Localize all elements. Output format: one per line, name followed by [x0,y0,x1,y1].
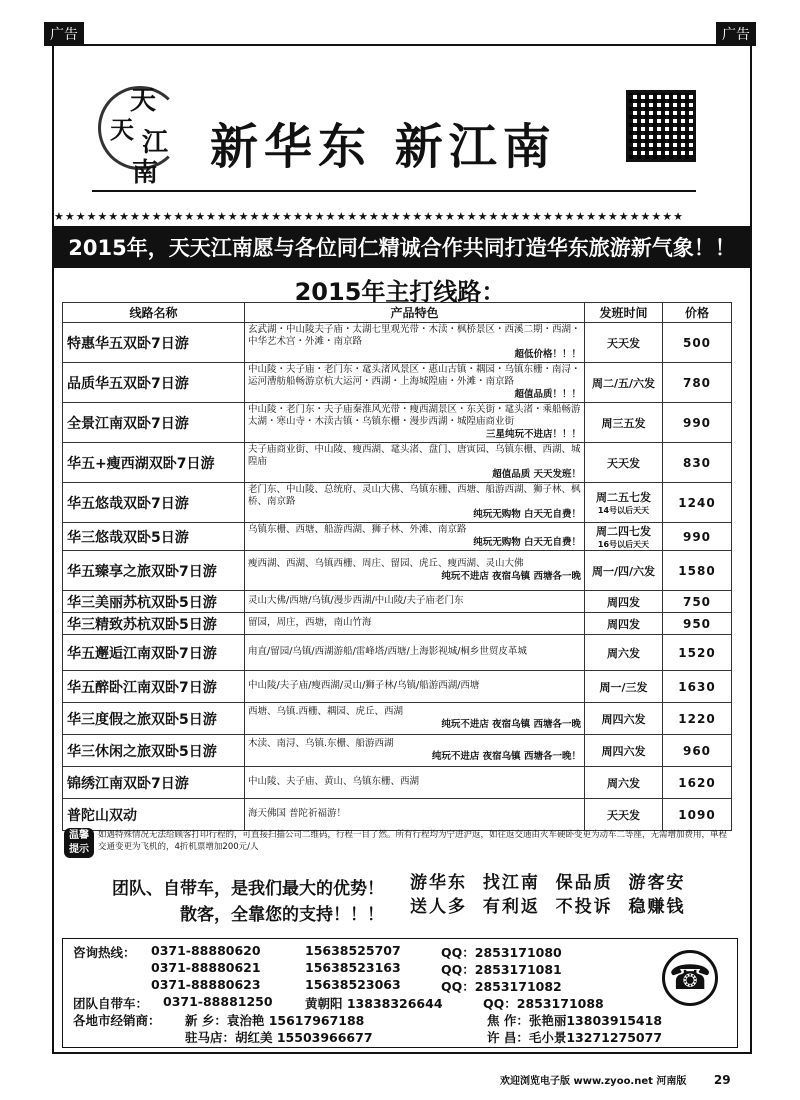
route-name: 华五醉卧江南双卧7日游 [63,671,245,703]
route-features [245,703,585,735]
hotline-qq-2[interactable]: QQ：2853171081 [441,962,562,977]
tip-icon [64,828,94,858]
route-features [245,323,585,363]
table-row [63,735,732,767]
table-row [63,551,732,591]
qr-code-icon[interactable] [626,90,696,162]
route-departure-text: 周二/五/六发 [591,376,656,390]
route-note: 纯玩不进店 夜宿乌镇 西塘各一晚 [441,570,581,582]
dealer-row-1 [73,1011,727,1028]
dealer-label: 各地市经销商： [73,1013,161,1028]
route-departure [585,671,663,703]
route-feature-text: 夫子庙商业街、中山陵、瘦西湖、鼋头渚、盘门、唐寅园、乌镇东栅、西湖、城隍庙 [248,444,581,468]
route-name: 华五臻享之旅双卧7日游 [63,551,245,591]
route-departure-text: 周一/四/六发 [591,564,656,578]
route-feature-text: 留园，周庄，西塘，南山竹海 [248,617,372,629]
route-departure [585,363,663,403]
header-price: 价格 [663,303,732,323]
route-name: 普陀山双动 [63,799,245,831]
route-price: 830 [663,443,732,483]
route-name: 华三度假之旅双卧5日游 [63,703,245,735]
route-departure [585,635,663,671]
route-departure-text: 周六发 [607,776,640,790]
route-features [245,635,585,671]
route-feature-text: 灵山大佛/西塘/乌镇/漫步西湖/中山陵/夫子庙老门东 [248,595,464,607]
team-qq[interactable]: QQ：2853171088 [483,996,604,1011]
route-name: 特惠华五双卧7日游 [63,323,245,363]
contact-row-3 [73,977,727,994]
route-departure-text: 周六发 [607,646,640,660]
logo-char-1: 天 [130,86,157,116]
route-departure [585,551,663,591]
header-features: 产品特色 [245,303,585,323]
route-note: 纯玩无购物 白天无自费！ [473,508,581,520]
route-departure-text: 天天发 [607,336,640,350]
route-price: 1580 [663,551,732,591]
route-price: 990 [663,523,732,551]
table-row [63,403,732,443]
page-number: 29 [713,1073,731,1087]
route-name: 华五+瘦西湖双卧7日游 [63,443,245,483]
route-departure-text: 周三五发 [601,416,646,430]
route-departure [585,613,663,635]
route-departure [585,443,663,483]
route-price: 1620 [663,767,732,799]
route-features [245,799,585,831]
contact-row-1 [73,943,727,960]
route-price: 500 [663,323,732,363]
route-name: 华三美丽苏杭双卧5日游 [63,591,245,613]
route-name: 华三休闲之旅双卧5日游 [63,735,245,767]
tip-icon-line1: 温馨 [69,830,89,841]
table-row [63,323,732,363]
footer-edition: 河南版 [656,1076,687,1087]
route-name: 品质华五双卧7日游 [63,363,245,403]
slogan-left [84,876,384,928]
route-feature-text: 玄武湖・中山陵夫子庙・太湖七里观光带・木渎・枫桥景区・西溪二期・西湖・中华艺术宫・外滩・南京路 [248,324,581,348]
route-departure-text: 天天发 [607,808,640,822]
table-row [63,671,732,703]
routes-table [62,302,732,831]
dealer-xinxiang: 新 乡：袁治艳 15617967188 [185,1013,365,1028]
tip-icon-line2: 提示 [69,844,89,855]
hotline-mobile-3[interactable]: 15638523063 [305,977,401,992]
tip-text: 如遇特殊情况无法给顾客打印行程的，可直接扫描公司二维码，行程一目了然。所有行程均为宁进沪返，如往返交通由火车硬卧变更为动车二等座，无需增加费用，单程交通变更为飞机的，4折机票增加200元/人 [98,830,728,852]
route-features [245,735,585,767]
route-name: 华三精致苏杭双卧5日游 [63,613,245,635]
route-departure-text: 周二五七发 [596,491,651,505]
page-footer [500,1072,731,1087]
logo-char-3: 江 [142,128,169,158]
hotline-phone-2[interactable]: 0371-88880621 [151,960,261,975]
route-departure-text: 周一/三发 [599,680,648,694]
route-name: 华三悠哉双卧5日游 [63,523,245,551]
route-feature-text: 老门东、中山陵、总统府、灵山大佛、乌镇东栅、西塘、船游西湖、狮子林、枫桥、南京路 [248,484,581,508]
route-feature-text: 乌镇东栅、西塘、船游西湖、狮子林、外滩、南京路 [248,524,467,536]
routes-title: 2015年主打线路： [294,278,506,306]
table-row [63,443,732,483]
route-note: 超低价格！！！ [514,348,581,360]
table-row [63,799,732,831]
route-price: 990 [663,403,732,443]
team-label: 团队自带车： [73,996,149,1011]
route-departure [585,591,663,613]
route-feature-text: 甪直/留园/乌镇/西湖游船/雷峰塔/西塘/上海影视城/桐乡世贸皮革城 [248,646,527,658]
team-row [73,994,727,1011]
route-departure-text: 周四六发 [601,712,646,726]
route-features [245,551,585,591]
ad-label-right: 广告 [716,22,756,46]
route-note: 三星纯玩不进店！！！ [485,428,581,440]
route-features [245,403,585,443]
route-departure [585,403,663,443]
route-departure-sub: 14号以后天天 [597,506,650,516]
hotline-mobile-2[interactable]: 15638523163 [305,960,401,975]
slogan-right-line1: 游华东 找江南 保品质 游客安 [410,873,686,893]
route-features [245,767,585,799]
table-row [63,703,732,735]
route-price: 960 [663,735,732,767]
route-price: 1090 [663,799,732,831]
phone-icon: ☎ [662,950,718,1006]
route-departure-text: 周四六发 [601,744,646,758]
dealer-zhumadian: 驻马店：胡红美 15503966677 [185,1030,373,1045]
table-row [63,523,732,551]
slogan-left-line2: 散客，全靠您的支持！！！ [180,905,384,925]
hotline-qq-1[interactable]: QQ：2853171080 [441,945,562,960]
route-departure [585,735,663,767]
table-row [63,363,732,403]
team-phone[interactable]: 0371-88881250 [163,994,273,1009]
team-person[interactable]: 黄朝阳 13838326644 [305,996,443,1011]
route-price: 1240 [663,483,732,523]
route-feature-text: 西塘、乌镇.西栅、耦园、虎丘、西湖 [248,706,404,718]
footer-site[interactable]: 欢迎浏览电子版 www.zyoo.net [500,1076,653,1087]
hotline-mobile-1[interactable]: 15638525707 [305,943,401,958]
contact-box [62,938,738,1048]
route-feature-text: 海天佛国 普陀祈福游！ [248,808,347,820]
route-price: 1520 [663,635,732,671]
route-departure [585,483,663,523]
route-price: 780 [663,363,732,403]
logo-char-4: 南 [132,158,159,188]
route-departure-text: 天天发 [607,456,640,470]
route-feature-text: 中山陵、夫子庙、黄山、乌镇东栅、西湖 [248,776,420,788]
route-feature-text: 中山陵・老门东・夫子庙秦淮风光带・瘦西湖景区・东关街・鼋头渚・乘船畅游太湖・寒山寺・木渎古镇・乌镇东栅・漫步西湖・城隍庙商业街 [248,404,581,428]
route-features [245,443,585,483]
route-features [245,483,585,523]
route-feature-text: 木渎、南浔、乌镇.东栅、船游西湖 [248,738,394,750]
hotline-phone-3[interactable]: 0371-88880623 [151,977,261,992]
hotline-label: 咨询热线： [73,945,136,960]
route-note: 超值品质！！！ [514,388,581,400]
table-row [63,767,732,799]
slogan-right [410,871,686,919]
route-note: 纯玩无购物 白天无自费！ [473,536,581,548]
route-departure [585,767,663,799]
route-departure [585,703,663,735]
route-note: 超值品质 天天发班！ [492,468,581,480]
route-feature-text: 瘦西湖、西湖、乌镇西栅、周庄、留园、虎丘、瘦西湖、灵山大佛 [248,558,524,570]
route-features [245,613,585,635]
table-header-row [63,303,732,323]
contact-row-2 [73,960,727,977]
slogan-left-line1: 团队、自带车，是我们最大的优势！ [112,879,384,899]
route-note: 纯玩不进店 夜宿乌镇 西塘各一晚！ [431,750,581,762]
route-name: 华五悠哉双卧7日游 [63,483,245,523]
route-price: 950 [663,613,732,635]
route-features [245,591,585,613]
route-price: 750 [663,591,732,613]
header-departure: 发班时间 [585,303,663,323]
dealer-jiaozuo: 焦 作：张艳丽13803915418 [487,1013,663,1028]
header-rule [92,190,696,192]
route-departure [585,323,663,363]
company-logo [92,78,192,188]
route-price: 1220 [663,703,732,735]
route-departure [585,799,663,831]
route-features [245,671,585,703]
route-departure-text: 周二四七发 [596,525,651,539]
route-feature-text: 中山陵・夫子庙・老门东・鼋头渚风景区・惠山古镇・耦园・乌镇东栅・南浔・运河漕舫船畅游京杭大运河・西湖・上海城隍庙・外滩・南京路 [248,364,581,388]
dealer-xuchang: 许 昌：毛小景13271275077 [487,1030,663,1045]
table-row [63,613,732,635]
route-name: 华五邂逅江南双卧7日游 [63,635,245,671]
header-route-name: 线路名称 [63,303,245,323]
logo-char-2: 天 [110,115,134,144]
route-departure [585,523,663,551]
dealer-row-2 [73,1028,727,1045]
hotline-phone-1[interactable]: 0371-88880620 [151,943,261,958]
star-divider: ★★★★★★★★★★★★★★★★★★★★★★★★★★★★★★★★★★★★★★★★★★★★★★★★★★★★★★★★★★ [54,210,684,223]
slogan-right-line2: 送人多 有利返 不投诉 稳赚钱 [410,897,686,917]
route-name: 全景江南双卧7日游 [63,403,245,443]
table-row [63,591,732,613]
table-row [63,483,732,523]
route-name: 锦绣江南双卧7日游 [63,767,245,799]
hotline-qq-3[interactable]: QQ：2853171082 [441,979,562,994]
route-departure-text: 周四发 [607,595,640,609]
route-feature-text: 中山陵/夫子庙/瘦西湖/灵山/狮子林/乌镇/船游西湖/西塘 [248,680,480,692]
route-features [245,523,585,551]
route-note: 纯玩不进店 夜宿乌镇 西塘各一晚 [441,718,581,730]
headline: 新华东 新江南 [210,119,557,175]
promo-banner: 2015年，天天江南愿与各位同仁精诚合作共同打造华东旅游新气象！！ [54,226,750,268]
route-price: 1630 [663,671,732,703]
route-features [245,363,585,403]
route-departure-text: 周四发 [607,617,640,631]
ad-label-left: 广告 [44,22,84,46]
table-row [63,635,732,671]
route-departure-sub: 16号以后天天 [597,540,650,550]
